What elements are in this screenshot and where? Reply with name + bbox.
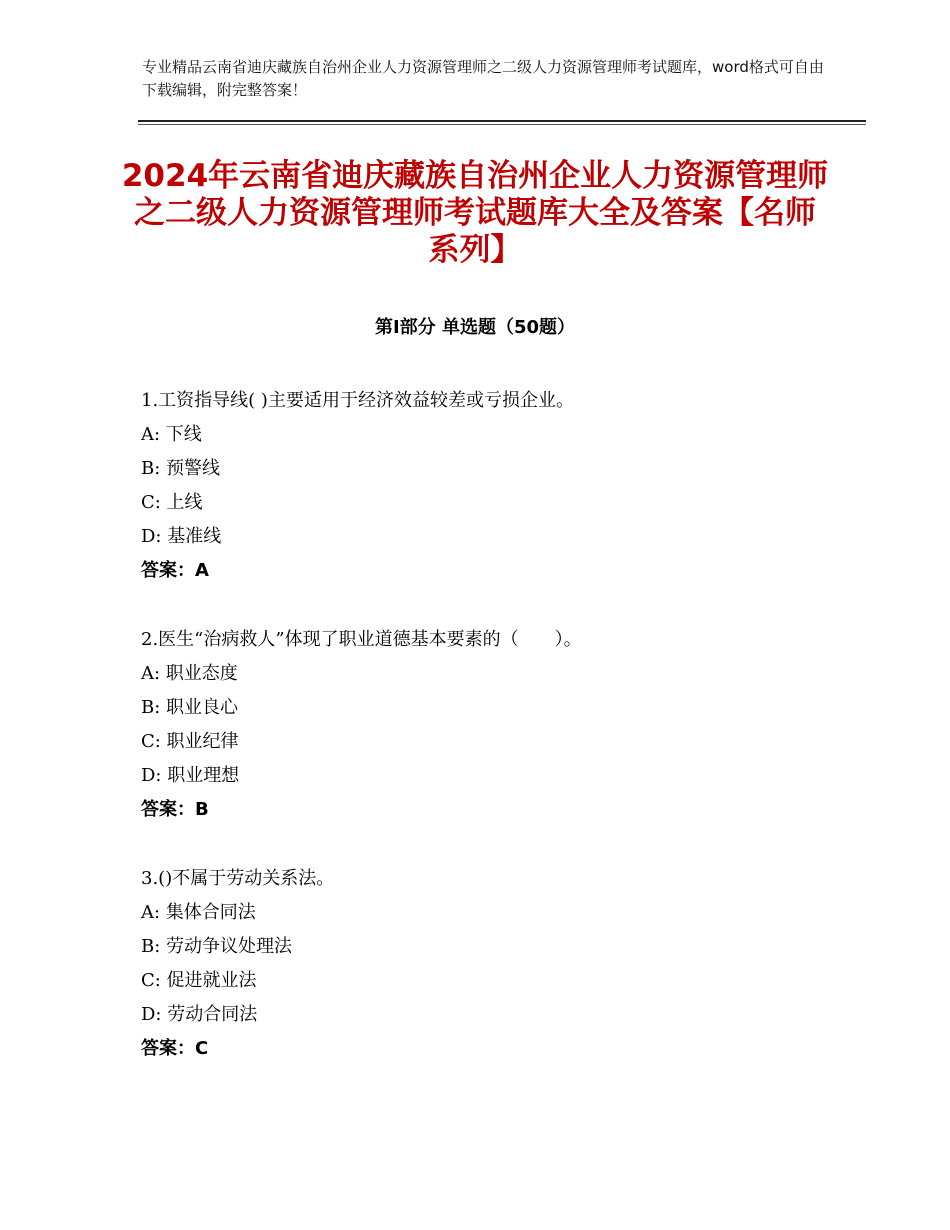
answer: 答案：B bbox=[141, 799, 209, 820]
option-b: B: 职业良心 bbox=[141, 697, 239, 718]
option-c: C: 促进就业法 bbox=[141, 970, 257, 991]
option-a: A: 下线 bbox=[141, 424, 202, 445]
option-b: B: 预警线 bbox=[141, 458, 221, 479]
question-1 bbox=[141, 384, 841, 588]
header-rule-thin bbox=[138, 124, 866, 125]
question-3 bbox=[141, 862, 841, 1066]
question-stem: 3.()不属于劳动关系法。 bbox=[141, 868, 335, 889]
option-b: B: 劳动争议处理法 bbox=[141, 936, 293, 957]
question-stem: 1.工资指导线( )主要适用于经济效益较差或亏损企业。 bbox=[141, 390, 574, 411]
section-heading: 第Ⅰ部分 单选题（50题） bbox=[374, 317, 575, 338]
header-rule-thick bbox=[138, 120, 866, 122]
header-note: 专业精品云南省迪庆藏族自治州企业人力资源管理师之二级人力资源管理师考试题库，word格式可自由下载编辑，附完整答案！ bbox=[142, 58, 824, 99]
option-d: D: 基准线 bbox=[141, 526, 222, 547]
option-c: C: 职业纪律 bbox=[141, 731, 239, 752]
option-c: C: 上线 bbox=[141, 492, 203, 513]
option-a: A: 职业态度 bbox=[141, 663, 238, 684]
question-2 bbox=[141, 623, 841, 827]
question-list bbox=[141, 384, 841, 1101]
option-d: D: 劳动合同法 bbox=[141, 1004, 258, 1025]
document-title: 2024年云南省迪庆藏族自治州企业人力资源管理师之二级人力资源管理师考试题库大全及答案【名师系列】 bbox=[121, 158, 829, 268]
question-stem: 2.医生“治病救人”体现了职业道德基本要素的（ ）。 bbox=[141, 629, 582, 650]
answer: 答案：C bbox=[141, 1038, 209, 1059]
option-d: D: 职业理想 bbox=[141, 765, 240, 786]
option-a: A: 集体合同法 bbox=[141, 902, 256, 923]
answer: 答案：A bbox=[141, 560, 209, 581]
